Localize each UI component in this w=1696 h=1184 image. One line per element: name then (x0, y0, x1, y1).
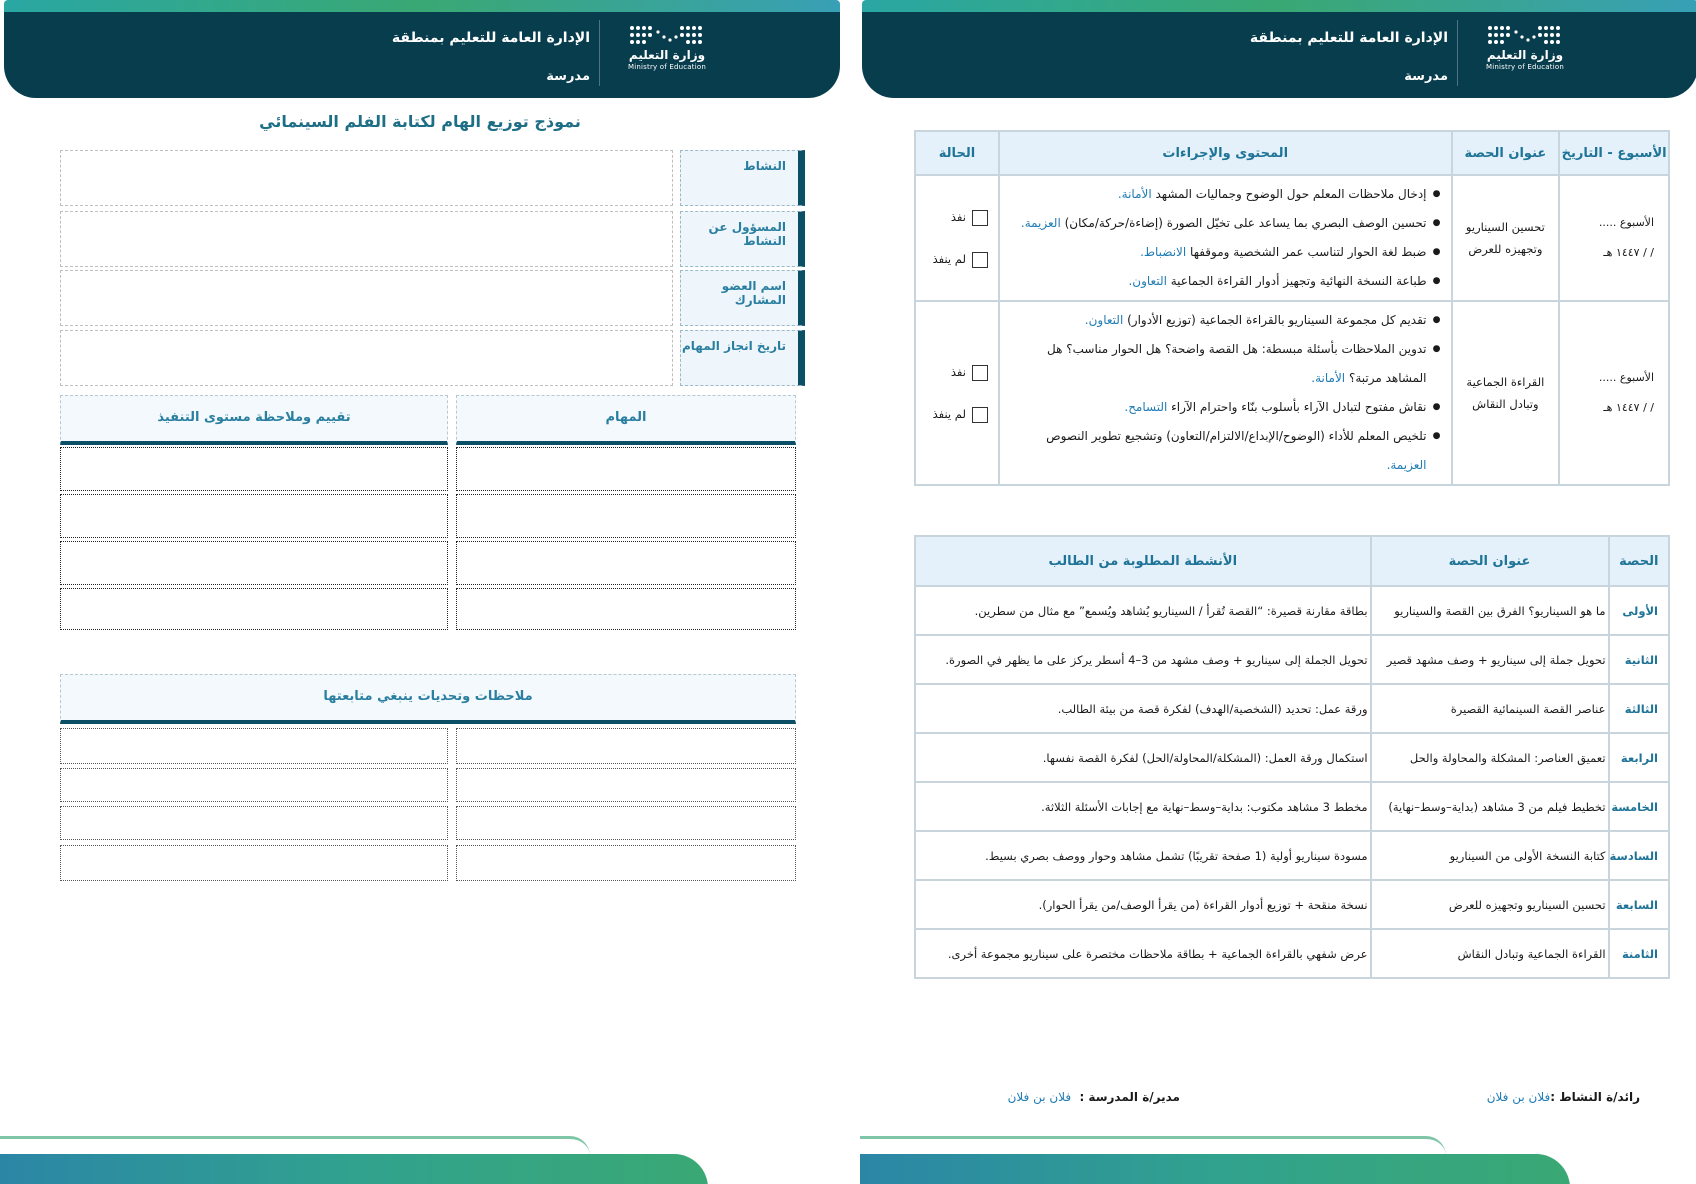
logo-dots-icon (628, 24, 706, 46)
list-item: ● تلخيص المعلم للأداء (الوضوح/الإبداع/الالتزام/التعاون) وتشجيع تطوير النصوص العزيمة. (1006, 422, 1441, 480)
header-school: مدرسة (1404, 69, 1448, 84)
list-item: ● تحسين الوصف البصري بما يساعد على تخيّل الصورة (إضاءة/حركة/مكان) العزيمة. (1006, 209, 1441, 238)
field-label: المسؤول عن النشاط (680, 211, 805, 267)
task-cell[interactable] (456, 494, 796, 538)
lesson-activity: ورقة عمل: تحديد (الشخصية/الهدف) لفكرة قصة من بيئة الطالب. (915, 684, 1371, 733)
table-row (915, 733, 1669, 782)
checkbox-icon[interactable] (972, 365, 988, 381)
lesson-title: كتابة النسخة الأولى من السيناريو (1371, 831, 1609, 880)
list-item: ● طباعة النسخة النهائية وتجهيز أدوار القراءة الجماعية التعاون. (1006, 267, 1441, 296)
footer-line (860, 1136, 1446, 1156)
lesson-activity: بطاقة مقارنة قصيرة: “القصة تُقرأ / السيناريو يُشاهد ويُسمع” مع مثال من سطرين. (915, 586, 1371, 635)
task-cell[interactable] (456, 447, 796, 491)
lesson-title: عناصر القصة السينمائية القصيرة (1371, 684, 1609, 733)
plan-table (914, 535, 1670, 979)
checkbox-icon[interactable] (972, 252, 988, 268)
field-input-box[interactable] (60, 211, 673, 267)
logo-dots-icon (1486, 24, 1564, 46)
field-input-box[interactable] (60, 330, 673, 386)
field-label: النشاط (680, 150, 805, 206)
week-cell (1559, 301, 1669, 485)
lesson-title: تعميق العناصر: المشكلة والمحاولة والحل (1371, 733, 1609, 782)
notes-cell[interactable] (456, 845, 796, 881)
table-row (915, 586, 1669, 635)
table-row (915, 880, 1669, 929)
not-done-checkbox[interactable]: لم ينفذ (916, 393, 988, 435)
week-date: / / ١٤٤٧ هـ (1603, 246, 1654, 259)
not-done-checkbox[interactable]: لم ينفذ (916, 238, 988, 280)
table-row (915, 929, 1669, 978)
status-cell (915, 175, 999, 301)
logo-arabic-name: وزارة التعليم (1486, 48, 1564, 62)
lesson-title: تخطيط فيلم من 3 مشاهد (بداية–وسط–نهاية) (1371, 782, 1609, 831)
task-cell[interactable] (456, 541, 796, 585)
ministry-logo (624, 24, 710, 86)
footer-band (860, 1154, 1570, 1184)
signature-name: فلان بن فلان (1486, 1090, 1551, 1104)
week-cell (1559, 175, 1669, 301)
lesson-activity: تحويل الجملة إلى سيناريو + وصف مشهد من 3–4 أسطر يركز على ما يظهر في الصورة. (915, 635, 1371, 684)
notes-cell[interactable] (60, 768, 448, 802)
lesson-number: الرابعة (1609, 733, 1669, 782)
principal-signature (1008, 1090, 1180, 1104)
notes-header: ملاحظات وتحديات ينبغي متابعتها (60, 674, 796, 724)
lesson-number: السادسة (1609, 831, 1669, 880)
logo-arabic-name: وزارة التعليم (628, 48, 706, 62)
evaluation-cell[interactable] (60, 588, 448, 630)
lesson-activity: مخطط 3 مشاهد مكتوب: بداية–وسط–نهاية مع إجابات الأسئلة الثلاثة. (915, 782, 1371, 831)
field-member (60, 270, 805, 326)
lesson-title-cell (1452, 175, 1560, 301)
col-content: المحتوى والإجراءات (999, 131, 1452, 175)
lesson-title-line: وتبادل النقاش (1472, 397, 1539, 411)
content-cell (999, 175, 1452, 301)
table-row (915, 831, 1669, 880)
lesson-title-line: تحسين السيناريو (1465, 220, 1545, 234)
field-input-box[interactable] (60, 270, 673, 326)
lesson-number: الخامسة (1609, 782, 1669, 831)
header-stripe (4, 0, 840, 12)
evaluation-cell[interactable] (60, 447, 448, 491)
header-stripe (862, 0, 1696, 12)
status-cell (915, 301, 999, 485)
evaluation-cell[interactable] (60, 541, 448, 585)
field-label: اسم العضو المشارك (680, 270, 805, 326)
col-lesson-title: عنوان الحصة (1371, 536, 1609, 586)
page-header (862, 12, 1696, 98)
table-row (915, 301, 1669, 485)
footer-band (0, 1154, 708, 1184)
lesson-number: الثالثة (1609, 684, 1669, 733)
notes-cell[interactable] (60, 806, 448, 840)
table-row (915, 684, 1669, 733)
footer-line (0, 1136, 590, 1156)
header-title: الإدارة العامة للتعليم بمنطقة (391, 30, 590, 46)
table-row (915, 635, 1669, 684)
col-lesson: الحصة (1609, 536, 1669, 586)
form-title: نموذج توزيع الهام لكتابة الفلم السينمائي (259, 112, 581, 131)
done-checkbox[interactable]: نفذ (916, 351, 988, 393)
signature-label: مدير/ة المدرسة : (1079, 1090, 1180, 1104)
checkbox-icon[interactable] (972, 407, 988, 423)
field-input-box[interactable] (60, 150, 673, 206)
header-divider (1457, 20, 1458, 86)
lesson-title: تحويل جملة إلى سيناريو + وصف مشهد قصير (1371, 635, 1609, 684)
lesson-number: الثامنة (1609, 929, 1669, 978)
task-cell[interactable] (456, 588, 796, 630)
notes-cell[interactable] (456, 806, 796, 840)
logo-english-name: Ministry of Education (1485, 63, 1565, 71)
week-label: الأسبوع ..... (1598, 371, 1654, 384)
col-lesson-title: عنوان الحصة (1452, 131, 1560, 175)
list-item: ● تدوين الملاحظات بأسئلة مبسطة: هل القصة واضحة؟ هل الحوار مناسب؟ هل المشاهد مرتبة؟ الأمانة. (1006, 335, 1441, 393)
table-row (915, 782, 1669, 831)
signature-label: رائد/ة النشاط : (1550, 1090, 1640, 1104)
lesson-title: ما هو السيناريو؟ الفرق بين القصة والسيناريو (1371, 586, 1609, 635)
signature-name: فلان بن فلان (1007, 1090, 1072, 1104)
notes-cell[interactable] (456, 728, 796, 764)
notes-cell[interactable] (60, 845, 448, 881)
tasks-header: المهام (456, 395, 796, 445)
col-status: الحالة (915, 131, 999, 175)
evaluation-cell[interactable] (60, 494, 448, 538)
evaluation-header: تقييم وملاحظة مستوى التنفيذ (60, 395, 448, 445)
checkbox-icon[interactable] (972, 210, 988, 226)
lesson-activity: استكمال ورقة العمل: (المشكلة/المحاولة/الحل) لفكرة القصة نفسها. (915, 733, 1371, 782)
lesson-activity: عرض شفهي بالقراءة الجماعية + بطاقة ملاحظات مختصرة على سيناريو مجموعة أخرى. (915, 929, 1371, 978)
list-item: ● إدخال ملاحظات المعلم حول الوضوح وجماليات المشهد الأمانة. (1006, 180, 1441, 209)
ministry-logo (1482, 24, 1568, 86)
field-label: تاريخ انجاز المهام (680, 330, 805, 386)
lesson-title-line: القراءة الجماعية (1466, 375, 1545, 389)
header-school: مدرسة (546, 69, 590, 84)
field-responsible (60, 211, 805, 267)
header-title: الإدارة العامة للتعليم بمنطقة (1249, 30, 1448, 46)
activity-leader-signature (1487, 1090, 1640, 1104)
list-item: ● تقديم كل مجموعة السيناريو بالقراءة الجماعية (توزيع الأدوار) التعاون. (1006, 306, 1441, 335)
page-header (4, 12, 840, 98)
table-row (915, 175, 1669, 301)
content-cell (999, 301, 1452, 485)
col-week-date: الأسبوع - التاريخ (1559, 131, 1669, 175)
lesson-title: القراءة الجماعية وتبادل النقاش (1371, 929, 1609, 978)
list-item: ● ضبط لغة الحوار لتناسب عمر الشخصية وموقفها الانضباط. (1006, 238, 1441, 267)
list-item: ● نقاش مفتوح لتبادل الآراء بأسلوب بنّاء واحترام الآراء التسامح. (1006, 393, 1441, 422)
lesson-number: السابعة (1609, 880, 1669, 929)
notes-cell[interactable] (60, 728, 448, 764)
week-label: الأسبوع ..... (1598, 216, 1654, 229)
notes-cell[interactable] (456, 768, 796, 802)
lesson-number: الثانية (1609, 635, 1669, 684)
lesson-title-cell (1452, 301, 1560, 485)
lesson-title: تحسين السيناريو وتجهيزه للعرض (1371, 880, 1609, 929)
header-divider (599, 20, 600, 86)
field-date (60, 330, 805, 386)
lesson-activity: مسودة سيناريو أولية (1 صفحة تقريبًا) تشمل مشاهد وحوار ووصف بصري بسيط. (915, 831, 1371, 880)
field-activity (60, 150, 805, 206)
lesson-title-line: وتجهيزه للعرض (1468, 242, 1543, 256)
lesson-activity: نسخة منقحة + توزيع أدوار القراءة (من يقرأ الوصف/من يقرأ الحوار). (915, 880, 1371, 929)
logo-english-name: Ministry of Education (627, 63, 707, 71)
lesson-table (914, 130, 1670, 486)
plan-page (860, 0, 1696, 1184)
done-checkbox[interactable]: نفذ (916, 196, 988, 238)
col-activities: الأنشطة المطلوبة من الطالب (915, 536, 1371, 586)
week-date: / / ١٤٤٧ هـ (1603, 401, 1654, 414)
lesson-number: الأولى (1609, 586, 1669, 635)
form-page (0, 0, 840, 1184)
